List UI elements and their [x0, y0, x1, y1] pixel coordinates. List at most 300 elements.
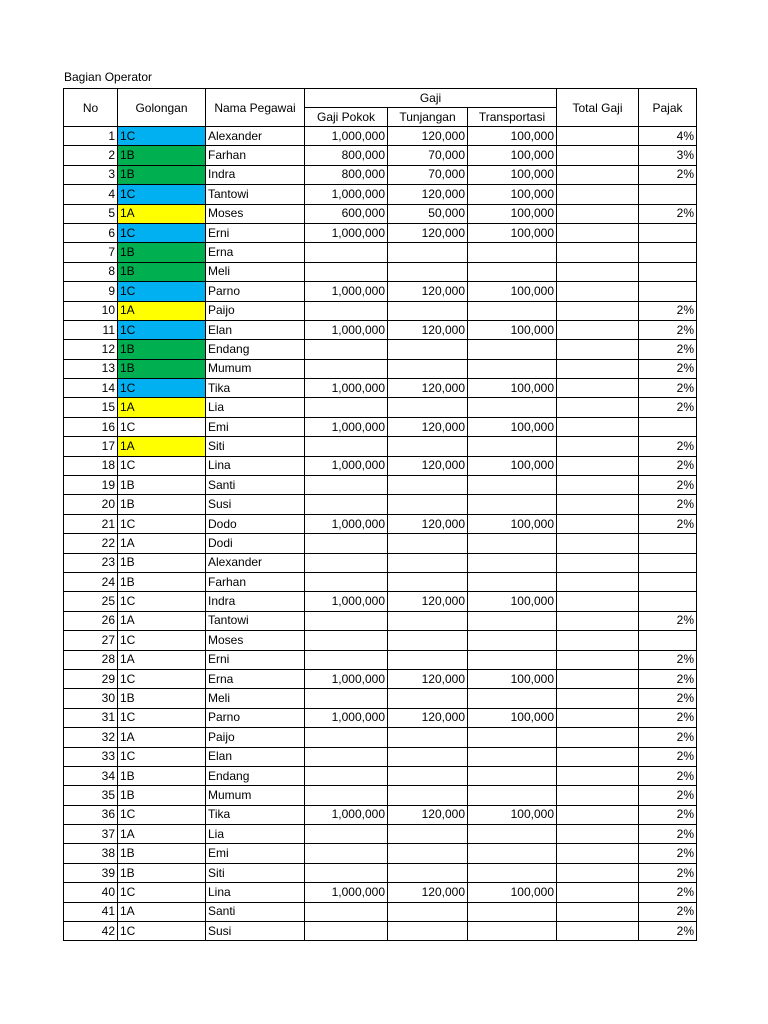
cell-pajak[interactable]: 2%	[639, 379, 697, 398]
cell-gaji-pokok[interactable]: 1,000,000	[305, 669, 388, 688]
cell-transportasi[interactable]	[468, 747, 557, 766]
cell-pajak[interactable]	[639, 185, 697, 204]
cell-gaji-pokok[interactable]	[305, 572, 388, 591]
cell-pajak[interactable]: 2%	[639, 476, 697, 495]
cell-transportasi[interactable]	[468, 495, 557, 514]
cell-total-gaji[interactable]	[557, 883, 639, 902]
cell-transportasi[interactable]: 100,000	[468, 204, 557, 223]
cell-tunjangan[interactable]: 120,000	[388, 708, 468, 727]
cell-transportasi[interactable]	[468, 650, 557, 669]
cell-nama-pegawai[interactable]: Siti	[206, 437, 305, 456]
cell-gaji-pokok[interactable]: 600,000	[305, 204, 388, 223]
cell-nama-pegawai[interactable]: Erni	[206, 223, 305, 242]
cell-tunjangan[interactable]: 120,000	[388, 592, 468, 611]
cell-tunjangan[interactable]: 120,000	[388, 883, 468, 902]
cell-transportasi[interactable]: 100,000	[468, 146, 557, 165]
cell-golongan[interactable]: 1B	[118, 553, 206, 572]
cell-golongan[interactable]: 1C	[118, 127, 206, 146]
cell-pajak[interactable]	[639, 282, 697, 301]
cell-no[interactable]: 26	[64, 611, 118, 630]
cell-pajak[interactable]	[639, 534, 697, 553]
cell-pajak[interactable]: 2%	[639, 689, 697, 708]
cell-no[interactable]: 32	[64, 728, 118, 747]
cell-gaji-pokok[interactable]: 1,000,000	[305, 185, 388, 204]
cell-tunjangan[interactable]	[388, 301, 468, 320]
cell-no[interactable]: 27	[64, 631, 118, 650]
cell-gaji-pokok[interactable]	[305, 766, 388, 785]
cell-total-gaji[interactable]	[557, 514, 639, 533]
cell-gaji-pokok[interactable]	[305, 747, 388, 766]
cell-nama-pegawai[interactable]: Paijo	[206, 728, 305, 747]
cell-nama-pegawai[interactable]: Susi	[206, 495, 305, 514]
cell-transportasi[interactable]: 100,000	[468, 417, 557, 436]
cell-no[interactable]: 11	[64, 320, 118, 339]
cell-pajak[interactable]: 2%	[639, 514, 697, 533]
cell-nama-pegawai[interactable]: Indra	[206, 592, 305, 611]
cell-tunjangan[interactable]	[388, 728, 468, 747]
cell-pajak[interactable]	[639, 262, 697, 281]
cell-pajak[interactable]: 2%	[639, 204, 697, 223]
cell-nama-pegawai[interactable]: Lina	[206, 883, 305, 902]
cell-tunjangan[interactable]	[388, 611, 468, 630]
cell-total-gaji[interactable]	[557, 805, 639, 824]
cell-transportasi[interactable]	[468, 398, 557, 417]
header-tunjangan[interactable]: Tunjangan	[388, 108, 468, 127]
cell-golongan[interactable]: 1B	[118, 359, 206, 378]
cell-total-gaji[interactable]	[557, 825, 639, 844]
cell-pajak[interactable]: 2%	[639, 883, 697, 902]
cell-no[interactable]: 14	[64, 379, 118, 398]
cell-transportasi[interactable]	[468, 689, 557, 708]
cell-no[interactable]: 37	[64, 825, 118, 844]
cell-tunjangan[interactable]	[388, 572, 468, 591]
cell-pajak[interactable]: 2%	[639, 301, 697, 320]
cell-nama-pegawai[interactable]: Santi	[206, 476, 305, 495]
cell-pajak[interactable]: 2%	[639, 708, 697, 727]
cell-no[interactable]: 15	[64, 398, 118, 417]
cell-total-gaji[interactable]	[557, 572, 639, 591]
cell-no[interactable]: 28	[64, 650, 118, 669]
cell-gaji-pokok[interactable]: 1,000,000	[305, 708, 388, 727]
cell-total-gaji[interactable]	[557, 223, 639, 242]
cell-nama-pegawai[interactable]: Santi	[206, 902, 305, 921]
cell-tunjangan[interactable]: 120,000	[388, 320, 468, 339]
header-golongan[interactable]: Golongan	[118, 89, 206, 127]
cell-transportasi[interactable]	[468, 359, 557, 378]
cell-transportasi[interactable]	[468, 243, 557, 262]
cell-nama-pegawai[interactable]: Lia	[206, 825, 305, 844]
cell-no[interactable]: 20	[64, 495, 118, 514]
cell-golongan[interactable]: 1C	[118, 223, 206, 242]
cell-pajak[interactable]: 2%	[639, 359, 697, 378]
cell-total-gaji[interactable]	[557, 650, 639, 669]
cell-gaji-pokok[interactable]	[305, 863, 388, 882]
cell-gaji-pokok[interactable]	[305, 650, 388, 669]
cell-golongan[interactable]: 1B	[118, 340, 206, 359]
cell-tunjangan[interactable]: 120,000	[388, 456, 468, 475]
cell-tunjangan[interactable]	[388, 359, 468, 378]
cell-total-gaji[interactable]	[557, 902, 639, 921]
cell-tunjangan[interactable]	[388, 243, 468, 262]
cell-transportasi[interactable]	[468, 902, 557, 921]
cell-gaji-pokok[interactable]	[305, 262, 388, 281]
cell-tunjangan[interactable]	[388, 340, 468, 359]
cell-no[interactable]: 16	[64, 417, 118, 436]
cell-golongan[interactable]: 1B	[118, 262, 206, 281]
cell-nama-pegawai[interactable]: Indra	[206, 165, 305, 184]
cell-golongan[interactable]: 1A	[118, 611, 206, 630]
cell-tunjangan[interactable]: 120,000	[388, 127, 468, 146]
cell-nama-pegawai[interactable]: Mumum	[206, 786, 305, 805]
cell-no[interactable]: 18	[64, 456, 118, 475]
cell-no[interactable]: 2	[64, 146, 118, 165]
cell-total-gaji[interactable]	[557, 340, 639, 359]
cell-total-gaji[interactable]	[557, 863, 639, 882]
header-pajak[interactable]: Pajak	[639, 89, 697, 127]
cell-nama-pegawai[interactable]: Elan	[206, 320, 305, 339]
cell-golongan[interactable]: 1C	[118, 922, 206, 941]
cell-transportasi[interactable]: 100,000	[468, 883, 557, 902]
cell-tunjangan[interactable]	[388, 437, 468, 456]
cell-nama-pegawai[interactable]: Erna	[206, 669, 305, 688]
cell-transportasi[interactable]	[468, 572, 557, 591]
cell-gaji-pokok[interactable]: 1,000,000	[305, 514, 388, 533]
cell-nama-pegawai[interactable]: Lina	[206, 456, 305, 475]
cell-nama-pegawai[interactable]: Farhan	[206, 572, 305, 591]
cell-golongan[interactable]: 1C	[118, 379, 206, 398]
cell-gaji-pokok[interactable]: 1,000,000	[305, 223, 388, 242]
cell-transportasi[interactable]	[468, 922, 557, 941]
cell-no[interactable]: 36	[64, 805, 118, 824]
cell-gaji-pokok[interactable]	[305, 301, 388, 320]
cell-golongan[interactable]: 1C	[118, 185, 206, 204]
cell-tunjangan[interactable]	[388, 553, 468, 572]
cell-no[interactable]: 25	[64, 592, 118, 611]
cell-total-gaji[interactable]	[557, 476, 639, 495]
cell-no[interactable]: 33	[64, 747, 118, 766]
cell-no[interactable]: 19	[64, 476, 118, 495]
cell-nama-pegawai[interactable]: Lia	[206, 398, 305, 417]
cell-total-gaji[interactable]	[557, 379, 639, 398]
cell-no[interactable]: 21	[64, 514, 118, 533]
cell-golongan[interactable]: 1C	[118, 805, 206, 824]
cell-total-gaji[interactable]	[557, 708, 639, 727]
cell-no[interactable]: 34	[64, 766, 118, 785]
cell-gaji-pokok[interactable]	[305, 495, 388, 514]
cell-tunjangan[interactable]	[388, 262, 468, 281]
cell-total-gaji[interactable]	[557, 534, 639, 553]
cell-golongan[interactable]: 1C	[118, 631, 206, 650]
cell-pajak[interactable]: 2%	[639, 825, 697, 844]
cell-total-gaji[interactable]	[557, 786, 639, 805]
cell-no[interactable]: 17	[64, 437, 118, 456]
cell-transportasi[interactable]	[468, 825, 557, 844]
cell-tunjangan[interactable]	[388, 398, 468, 417]
cell-transportasi[interactable]: 100,000	[468, 320, 557, 339]
cell-golongan[interactable]: 1C	[118, 514, 206, 533]
cell-pajak[interactable]: 2%	[639, 728, 697, 747]
cell-nama-pegawai[interactable]: Tika	[206, 379, 305, 398]
cell-golongan[interactable]: 1C	[118, 883, 206, 902]
cell-nama-pegawai[interactable]: Endang	[206, 340, 305, 359]
cell-pajak[interactable]: 2%	[639, 902, 697, 921]
header-transportasi[interactable]: Transportasi	[468, 108, 557, 127]
cell-nama-pegawai[interactable]: Erna	[206, 243, 305, 262]
cell-golongan[interactable]: 1A	[118, 437, 206, 456]
cell-total-gaji[interactable]	[557, 146, 639, 165]
cell-no[interactable]: 42	[64, 922, 118, 941]
cell-gaji-pokok[interactable]: 1,000,000	[305, 282, 388, 301]
cell-total-gaji[interactable]	[557, 553, 639, 572]
cell-nama-pegawai[interactable]: Erni	[206, 650, 305, 669]
cell-total-gaji[interactable]	[557, 282, 639, 301]
cell-pajak[interactable]: 3%	[639, 146, 697, 165]
cell-golongan[interactable]: 1C	[118, 320, 206, 339]
cell-transportasi[interactable]	[468, 553, 557, 572]
cell-tunjangan[interactable]: 70,000	[388, 146, 468, 165]
cell-tunjangan[interactable]: 120,000	[388, 417, 468, 436]
cell-nama-pegawai[interactable]: Parno	[206, 708, 305, 727]
cell-no[interactable]: 24	[64, 572, 118, 591]
cell-pajak[interactable]: 2%	[639, 786, 697, 805]
cell-gaji-pokok[interactable]	[305, 553, 388, 572]
cell-no[interactable]: 30	[64, 689, 118, 708]
cell-nama-pegawai[interactable]: Farhan	[206, 146, 305, 165]
cell-tunjangan[interactable]: 50,000	[388, 204, 468, 223]
cell-transportasi[interactable]	[468, 863, 557, 882]
cell-total-gaji[interactable]	[557, 922, 639, 941]
cell-gaji-pokok[interactable]: 1,000,000	[305, 592, 388, 611]
cell-total-gaji[interactable]	[557, 437, 639, 456]
cell-no[interactable]: 7	[64, 243, 118, 262]
cell-no[interactable]: 3	[64, 165, 118, 184]
cell-golongan[interactable]: 1C	[118, 747, 206, 766]
cell-nama-pegawai[interactable]: Meli	[206, 689, 305, 708]
cell-nama-pegawai[interactable]: Siti	[206, 863, 305, 882]
cell-total-gaji[interactable]	[557, 417, 639, 436]
cell-tunjangan[interactable]	[388, 766, 468, 785]
cell-pajak[interactable]: 2%	[639, 747, 697, 766]
cell-pajak[interactable]: 4%	[639, 127, 697, 146]
cell-nama-pegawai[interactable]: Moses	[206, 204, 305, 223]
cell-tunjangan[interactable]	[388, 844, 468, 863]
cell-transportasi[interactable]	[468, 844, 557, 863]
cell-pajak[interactable]	[639, 223, 697, 242]
cell-no[interactable]: 10	[64, 301, 118, 320]
cell-transportasi[interactable]: 100,000	[468, 282, 557, 301]
cell-total-gaji[interactable]	[557, 592, 639, 611]
cell-pajak[interactable]: 2%	[639, 650, 697, 669]
cell-nama-pegawai[interactable]: Emi	[206, 844, 305, 863]
cell-total-gaji[interactable]	[557, 844, 639, 863]
cell-transportasi[interactable]	[468, 534, 557, 553]
cell-tunjangan[interactable]: 120,000	[388, 805, 468, 824]
cell-no[interactable]: 29	[64, 669, 118, 688]
cell-no[interactable]: 1	[64, 127, 118, 146]
cell-tunjangan[interactable]: 120,000	[388, 223, 468, 242]
cell-gaji-pokok[interactable]: 1,000,000	[305, 456, 388, 475]
cell-nama-pegawai[interactable]: Elan	[206, 747, 305, 766]
cell-gaji-pokok[interactable]: 1,000,000	[305, 417, 388, 436]
cell-gaji-pokok[interactable]: 1,000,000	[305, 320, 388, 339]
cell-golongan[interactable]: 1B	[118, 476, 206, 495]
cell-nama-pegawai[interactable]: Tantowi	[206, 611, 305, 630]
cell-gaji-pokok[interactable]	[305, 844, 388, 863]
cell-golongan[interactable]: 1B	[118, 572, 206, 591]
cell-golongan[interactable]: 1C	[118, 456, 206, 475]
cell-gaji-pokok[interactable]	[305, 611, 388, 630]
cell-no[interactable]: 9	[64, 282, 118, 301]
cell-tunjangan[interactable]	[388, 863, 468, 882]
cell-total-gaji[interactable]	[557, 301, 639, 320]
cell-total-gaji[interactable]	[557, 495, 639, 514]
cell-gaji-pokok[interactable]	[305, 689, 388, 708]
cell-pajak[interactable]	[639, 631, 697, 650]
cell-tunjangan[interactable]	[388, 689, 468, 708]
cell-pajak[interactable]	[639, 417, 697, 436]
cell-pajak[interactable]: 2%	[639, 456, 697, 475]
cell-tunjangan[interactable]: 120,000	[388, 282, 468, 301]
cell-golongan[interactable]: 1B	[118, 689, 206, 708]
cell-total-gaji[interactable]	[557, 243, 639, 262]
cell-no[interactable]: 6	[64, 223, 118, 242]
cell-total-gaji[interactable]	[557, 127, 639, 146]
cell-nama-pegawai[interactable]: Meli	[206, 262, 305, 281]
cell-no[interactable]: 41	[64, 902, 118, 921]
cell-total-gaji[interactable]	[557, 456, 639, 475]
cell-pajak[interactable]: 2%	[639, 805, 697, 824]
cell-total-gaji[interactable]	[557, 728, 639, 747]
cell-golongan[interactable]: 1B	[118, 844, 206, 863]
cell-tunjangan[interactable]	[388, 476, 468, 495]
cell-transportasi[interactable]	[468, 340, 557, 359]
cell-transportasi[interactable]: 100,000	[468, 708, 557, 727]
cell-pajak[interactable]: 2%	[639, 669, 697, 688]
cell-tunjangan[interactable]: 70,000	[388, 165, 468, 184]
cell-transportasi[interactable]	[468, 437, 557, 456]
cell-transportasi[interactable]	[468, 728, 557, 747]
cell-nama-pegawai[interactable]: Endang	[206, 766, 305, 785]
cell-no[interactable]: 8	[64, 262, 118, 281]
cell-total-gaji[interactable]	[557, 204, 639, 223]
cell-total-gaji[interactable]	[557, 185, 639, 204]
cell-gaji-pokok[interactable]	[305, 359, 388, 378]
cell-gaji-pokok[interactable]	[305, 825, 388, 844]
cell-transportasi[interactable]	[468, 301, 557, 320]
cell-golongan[interactable]: 1B	[118, 786, 206, 805]
cell-pajak[interactable]: 2%	[639, 844, 697, 863]
cell-transportasi[interactable]: 100,000	[468, 456, 557, 475]
cell-transportasi[interactable]: 100,000	[468, 592, 557, 611]
cell-nama-pegawai[interactable]: Alexander	[206, 127, 305, 146]
cell-no[interactable]: 39	[64, 863, 118, 882]
cell-tunjangan[interactable]: 120,000	[388, 669, 468, 688]
cell-golongan[interactable]: 1A	[118, 534, 206, 553]
cell-total-gaji[interactable]	[557, 262, 639, 281]
cell-nama-pegawai[interactable]: Mumum	[206, 359, 305, 378]
cell-pajak[interactable]	[639, 553, 697, 572]
cell-nama-pegawai[interactable]: Moses	[206, 631, 305, 650]
cell-total-gaji[interactable]	[557, 766, 639, 785]
cell-no[interactable]: 4	[64, 185, 118, 204]
cell-tunjangan[interactable]	[388, 902, 468, 921]
header-gaji-pokok[interactable]: Gaji Pokok	[305, 108, 388, 127]
cell-gaji-pokok[interactable]	[305, 398, 388, 417]
cell-transportasi[interactable]: 100,000	[468, 165, 557, 184]
cell-gaji-pokok[interactable]	[305, 476, 388, 495]
cell-gaji-pokok[interactable]	[305, 786, 388, 805]
cell-pajak[interactable]: 2%	[639, 766, 697, 785]
cell-pajak[interactable]: 2%	[639, 320, 697, 339]
cell-nama-pegawai[interactable]: Alexander	[206, 553, 305, 572]
cell-golongan[interactable]: 1B	[118, 146, 206, 165]
cell-transportasi[interactable]: 100,000	[468, 379, 557, 398]
cell-transportasi[interactable]: 100,000	[468, 669, 557, 688]
cell-gaji-pokok[interactable]	[305, 534, 388, 553]
cell-gaji-pokok[interactable]: 1,000,000	[305, 379, 388, 398]
cell-transportasi[interactable]: 100,000	[468, 185, 557, 204]
cell-nama-pegawai[interactable]: Tantowi	[206, 185, 305, 204]
cell-pajak[interactable]: 2%	[639, 611, 697, 630]
cell-tunjangan[interactable]	[388, 650, 468, 669]
cell-transportasi[interactable]	[468, 476, 557, 495]
cell-tunjangan[interactable]: 120,000	[388, 185, 468, 204]
cell-golongan[interactable]: 1B	[118, 863, 206, 882]
cell-no[interactable]: 31	[64, 708, 118, 727]
cell-nama-pegawai[interactable]: Dodo	[206, 514, 305, 533]
cell-golongan[interactable]: 1C	[118, 282, 206, 301]
cell-pajak[interactable]	[639, 243, 697, 262]
cell-no[interactable]: 38	[64, 844, 118, 863]
header-nama-pegawai[interactable]: Nama Pegawai	[206, 89, 305, 127]
cell-transportasi[interactable]	[468, 611, 557, 630]
cell-gaji-pokok[interactable]	[305, 728, 388, 747]
cell-golongan[interactable]: 1A	[118, 902, 206, 921]
header-total-gaji[interactable]: Total Gaji	[557, 89, 639, 127]
cell-pajak[interactable]	[639, 572, 697, 591]
cell-tunjangan[interactable]: 120,000	[388, 379, 468, 398]
cell-pajak[interactable]: 2%	[639, 495, 697, 514]
cell-golongan[interactable]: 1C	[118, 669, 206, 688]
cell-transportasi[interactable]: 100,000	[468, 805, 557, 824]
cell-total-gaji[interactable]	[557, 689, 639, 708]
cell-nama-pegawai[interactable]: Paijo	[206, 301, 305, 320]
cell-transportasi[interactable]: 100,000	[468, 514, 557, 533]
header-no[interactable]: No	[64, 89, 118, 127]
cell-gaji-pokok[interactable]	[305, 922, 388, 941]
cell-gaji-pokok[interactable]	[305, 902, 388, 921]
cell-no[interactable]: 13	[64, 359, 118, 378]
cell-transportasi[interactable]	[468, 786, 557, 805]
cell-no[interactable]: 35	[64, 786, 118, 805]
cell-gaji-pokok[interactable]: 800,000	[305, 146, 388, 165]
cell-transportasi[interactable]: 100,000	[468, 223, 557, 242]
cell-golongan[interactable]: 1C	[118, 708, 206, 727]
cell-no[interactable]: 12	[64, 340, 118, 359]
cell-transportasi[interactable]: 100,000	[468, 127, 557, 146]
cell-golongan[interactable]: 1A	[118, 398, 206, 417]
cell-transportasi[interactable]	[468, 631, 557, 650]
cell-total-gaji[interactable]	[557, 320, 639, 339]
cell-total-gaji[interactable]	[557, 398, 639, 417]
cell-tunjangan[interactable]: 120,000	[388, 514, 468, 533]
cell-golongan[interactable]: 1A	[118, 301, 206, 320]
cell-total-gaji[interactable]	[557, 631, 639, 650]
cell-nama-pegawai[interactable]: Susi	[206, 922, 305, 941]
cell-gaji-pokok[interactable]: 1,000,000	[305, 805, 388, 824]
cell-golongan[interactable]: 1A	[118, 204, 206, 223]
cell-pajak[interactable]: 2%	[639, 165, 697, 184]
